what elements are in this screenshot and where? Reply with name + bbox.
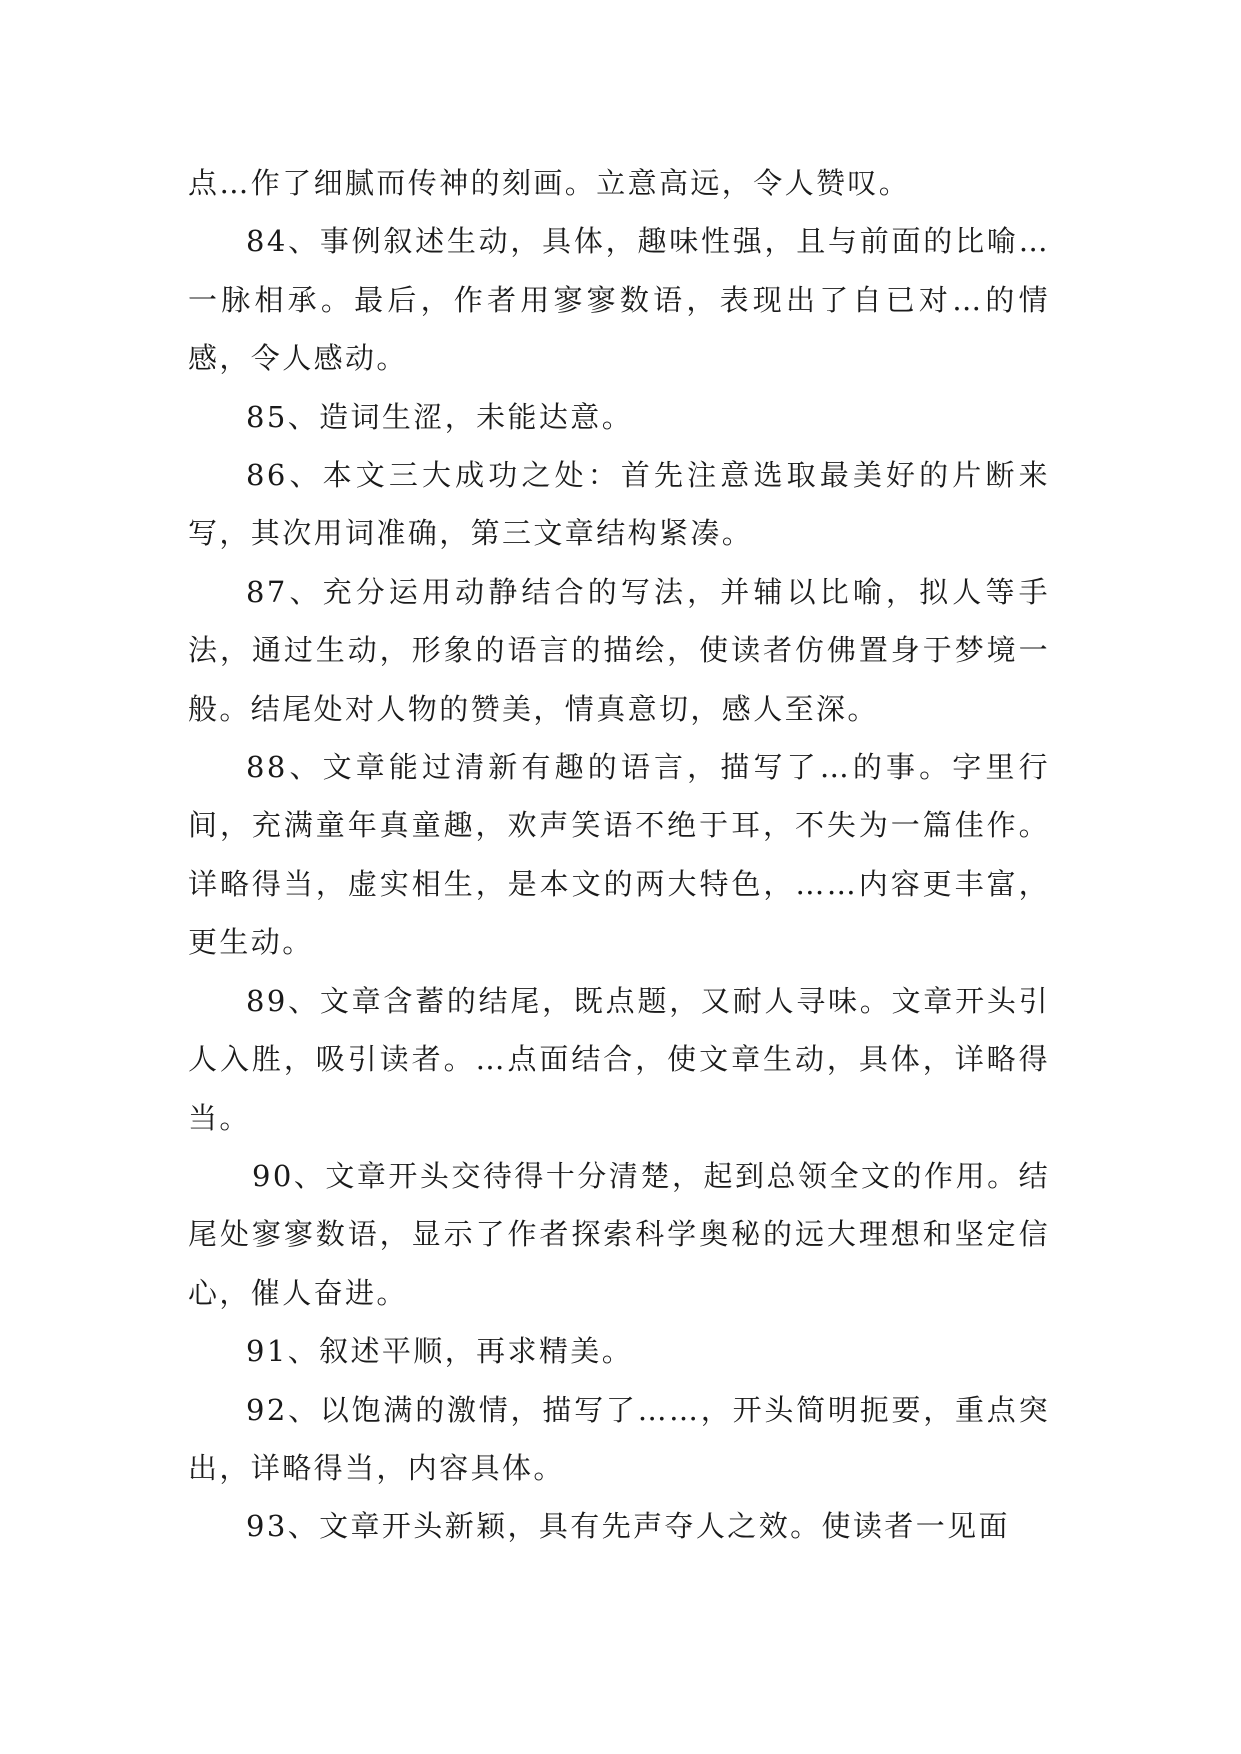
paragraph-84: 84、事例叙述生动，具体，趣味性强，且与前面的比喻…一脉相承。最后，作者用寥寥数语，表现出了自已对…的情感，令人感动。 <box>188 224 1050 376</box>
paragraph-91: 91、叙述平顺，再求精美。 <box>246 1334 634 1369</box>
document-body <box>188 154 1050 1556</box>
paragraph-93: 93、文章开头新颖，具有先声夺人之效。使读者一见面 <box>246 1509 1010 1544</box>
paragraph-88: 88、文章能过清新有趣的语言，描写了…的事。字里行间，充满童年真童趣，欢声笑语不绝于耳，不失为一篇佳作。详略得当，虚实相生，是本文的两大特色，……内容更丰富，更生动。 <box>188 750 1050 960</box>
paragraph-89: 89、文章含蓄的结尾，既点题，又耐人寻味。文章开头引人入胜，吸引读者。…点面结合，使文章生动，具体，详略得当。 <box>188 983 1050 1135</box>
paragraph-92: 92、以饱满的激情，描写了……，开头简明扼要，重点突出，详略得当，内容具体。 <box>188 1392 1050 1485</box>
paragraph-85: 85、造词生涩，未能达意。 <box>246 399 634 434</box>
paragraph-87: 87、充分运用动静结合的写法，并辅以比喻，拟人等手法，通过生动，形象的语言的描绘，使读者仿佛置身于梦境一般。结尾处对人物的赞美，情真意切，感人至深。 <box>188 574 1050 726</box>
paragraph-continuation: 点…作了细腻而传神的刻画。立意高远，令人赞叹。 <box>188 166 911 200</box>
paragraph-90: 90、文章开头交待得十分清楚，起到总领全文的作用。结尾处寥寥数语，显示了作者探索科学奥秘的远大理想和坚定信心，催人奋进。 <box>188 1158 1050 1310</box>
paragraph-86: 86、本文三大成功之处：首先注意选取最美好的片断来写，其次用词准确，第三文章结构紧凑。 <box>188 458 1050 551</box>
